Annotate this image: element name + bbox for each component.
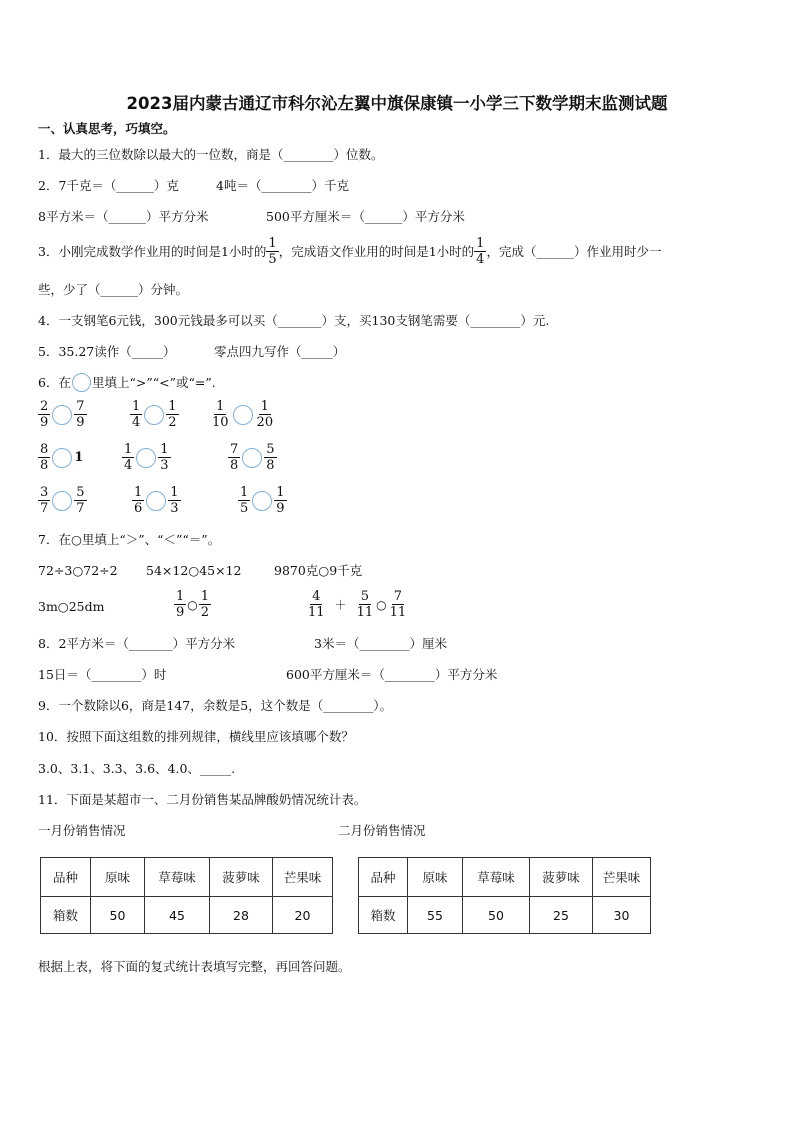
page-title: 2023届内蒙古通辽市科尔沁左翼中旗保康镇一小学三下数学期末监测试题	[126, 94, 668, 113]
jan-table-caption: 一月份销售情况	[38, 823, 126, 838]
table-cell: 品种	[41, 858, 91, 897]
question-8b: 3米＝（________）厘米	[314, 636, 447, 651]
table-row	[41, 897, 333, 934]
compare-circle[interactable]	[52, 405, 72, 425]
compare-circle[interactable]	[252, 491, 272, 511]
question-2c: 8平方米＝（______）平方分米	[38, 209, 209, 224]
q7-item-e: $\frac{1}{9}$ ○ $\frac{1}{2}$	[176, 589, 210, 620]
circle-icon	[72, 373, 91, 392]
table-cell: 50	[91, 897, 145, 934]
question-2b: 4吨＝（________）千克	[216, 178, 349, 193]
table-header-row	[359, 858, 651, 897]
q3-text-1: 3．小刚完成数学作业用的时间是1小时的	[38, 243, 267, 259]
table-cell: 20	[273, 897, 333, 934]
table-cell: 28	[210, 897, 273, 934]
question-2a: 2．7千克＝（______）克	[38, 178, 179, 193]
q6-intro-text-b: 里填上“>”“<”或“=”.	[91, 374, 216, 390]
question-4: 4．一支钢笔6元钱，300元钱最多可以买（_______）支，买130支钢笔需要（________）元.	[38, 313, 550, 328]
compare-circle[interactable]	[52, 491, 72, 511]
closing-instruction: 根据上表，将下面的复式统计表填写完整，再回答问题。	[38, 959, 351, 974]
q7-item-d: 3m○25dm	[38, 599, 105, 614]
q7-item-c: 9870克○9千克	[274, 563, 363, 578]
table-cell: 45	[145, 897, 210, 934]
section-heading: 一、认真思考，巧填空。	[38, 121, 176, 136]
q7-item-f: $\frac{4}{11}$ ＋ $\frac{5}{11}$ ○ $\frac{7}{11}$	[308, 589, 407, 620]
table-cell: 菠萝味	[530, 858, 593, 897]
q3-fraction-1: $\frac{1}{5}$	[268, 236, 277, 267]
q6-item: $\frac{1}{4}$ $\frac{1}{3}$	[124, 442, 169, 473]
question-11: 11．下面是某超市一、二月份销售某品牌酸奶情况统计表。	[38, 792, 367, 807]
table-cell: 箱数	[359, 897, 408, 934]
table-cell: 芒果味	[273, 858, 333, 897]
question-8d: 600平方厘米＝（________）平方分米	[286, 667, 498, 682]
question-6-intro	[38, 373, 216, 392]
q6-item: $\frac{7}{8}$ $\frac{5}{8}$	[230, 442, 275, 473]
feb-sales-table	[358, 857, 651, 934]
question-3-line2: 些，少了（______）分钟。	[38, 282, 189, 297]
table-cell: 菠萝味	[210, 858, 273, 897]
q6-item: $\frac{1}{10}$ $\frac{1}{20}$	[212, 399, 274, 430]
question-10-sequence: 3.0、3.1、3.3、3.6、4.0、_____.	[38, 761, 236, 776]
table-cell: 55	[408, 897, 463, 934]
table-cell: 原味	[408, 858, 463, 897]
compare-circle[interactable]	[233, 405, 253, 425]
feb-table-caption: 二月份销售情况	[338, 823, 426, 838]
compare-circle[interactable]	[136, 448, 156, 468]
table-header-row	[41, 858, 333, 897]
q6-item: $\frac{1}{6}$ $\frac{1}{3}$	[134, 485, 179, 516]
table-cell: 草莓味	[463, 858, 530, 897]
question-1: 1．最大的三位数除以最大的一位数，商是（________）位数。	[38, 147, 384, 162]
table-cell: 原味	[91, 858, 145, 897]
table-cell: 箱数	[41, 897, 91, 934]
q6-item: $\frac{1}{5}$ $\frac{1}{9}$	[240, 485, 285, 516]
table-cell: 30	[593, 897, 651, 934]
q3-fraction-2: $\frac{1}{4}$	[476, 236, 485, 267]
question-5b: 零点四九写作（_____）	[214, 344, 346, 359]
table-row	[359, 897, 651, 934]
question-8c: 15日＝（________）时	[38, 667, 167, 682]
q6-intro-text-a: 6．在	[38, 374, 71, 390]
question-2d: 500平方厘米＝（______）平方分米	[266, 209, 465, 224]
q6-item: $\frac{1}{4}$ $\frac{1}{2}$	[132, 399, 177, 430]
compare-circle[interactable]	[144, 405, 164, 425]
table-cell: 50	[463, 897, 530, 934]
question-5a: 5．35.27读作（_____）	[38, 344, 176, 359]
q7-item-b: 54×12○45×12	[146, 563, 242, 578]
question-3	[38, 236, 661, 267]
question-8a: 8．2平方米＝（_______）平方分米	[38, 636, 236, 651]
jan-sales-table	[40, 857, 333, 934]
q6-item: $\frac{8}{8}$ 1	[40, 442, 84, 473]
question-9: 9．一个数除以6，商是147，余数是5，这个数是（________）。	[38, 698, 392, 713]
compare-circle[interactable]	[242, 448, 262, 468]
question-10: 10．按照下面这组数的排列规律，横线里应该填哪个数？	[38, 729, 354, 744]
q6-item: $\frac{2}{9}$ $\frac{7}{9}$	[40, 399, 85, 430]
compare-circle[interactable]	[146, 491, 166, 511]
q3-text-3: ，完成（______）作业用时少一	[486, 243, 662, 259]
q3-text-2: ，完成语文作业用的时间是1小时的	[278, 243, 475, 259]
table-cell: 芒果味	[593, 858, 651, 897]
q6-item: $\frac{3}{7}$ $\frac{5}{7}$	[40, 485, 85, 516]
compare-circle[interactable]	[52, 448, 72, 468]
table-cell: 品种	[359, 858, 408, 897]
table-cell: 25	[530, 897, 593, 934]
q7-item-a: 72÷3○72÷2	[38, 563, 118, 578]
table-cell: 草莓味	[145, 858, 210, 897]
question-7-intro: 7．在○里填上“＞”、“＜”“＝”。	[38, 532, 221, 547]
